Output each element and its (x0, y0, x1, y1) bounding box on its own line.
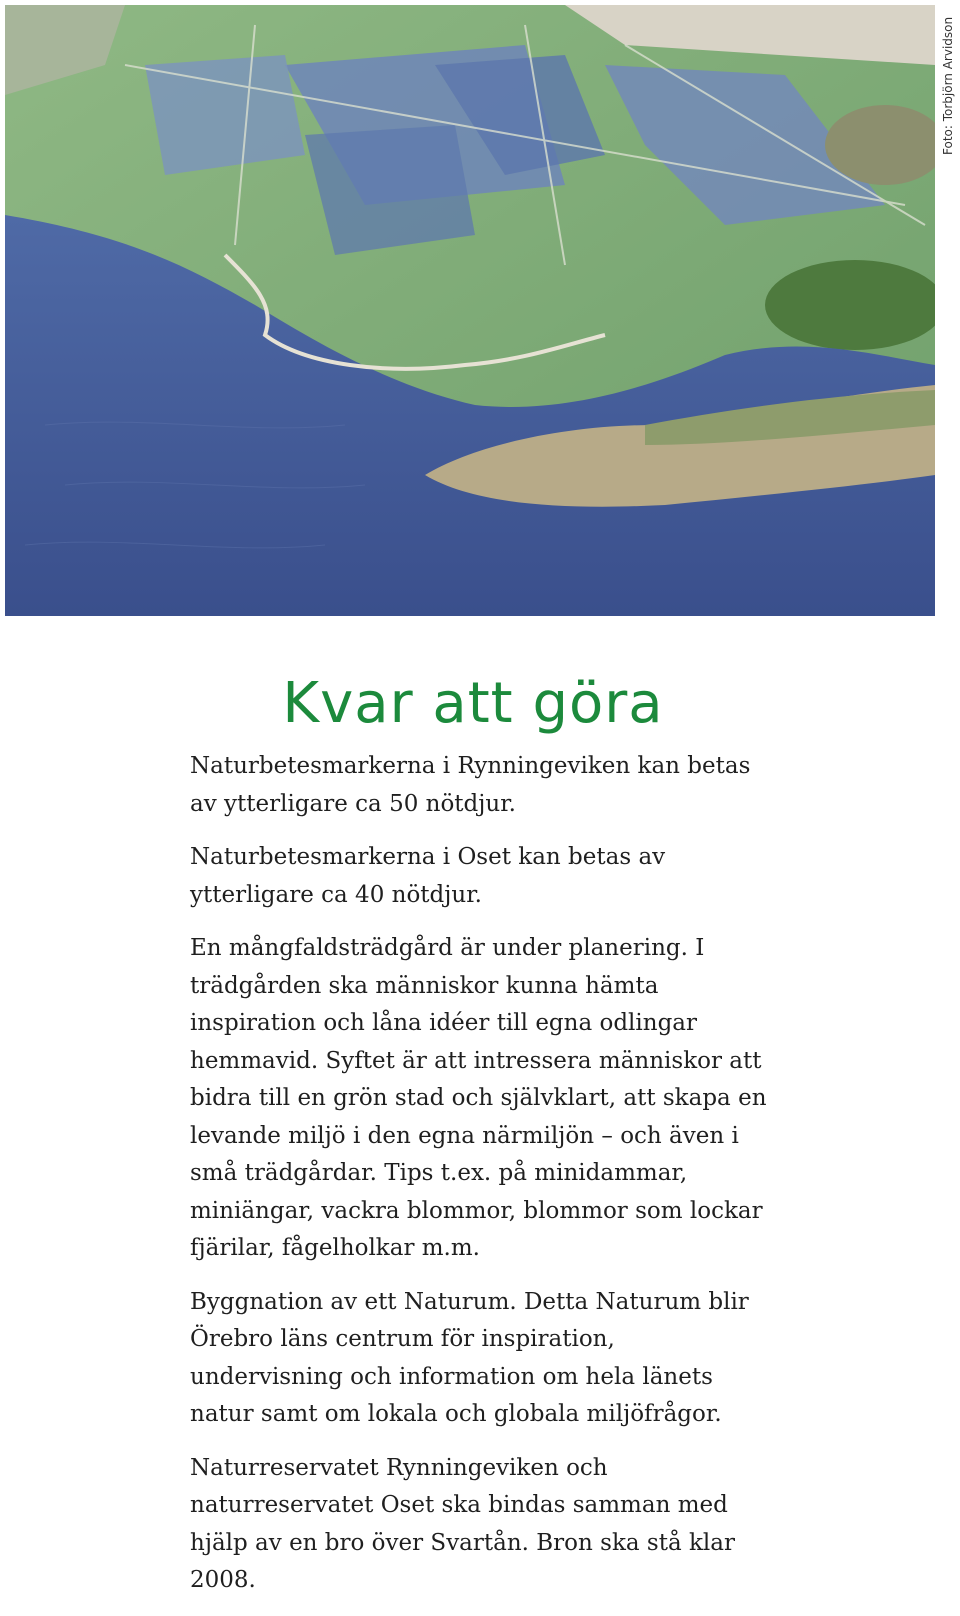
paragraph: Naturbetesmarkerna i Oset kan betas av ytterligare ca 40 nötdjur. (190, 844, 666, 908)
paragraph: Naturbetesmarkerna i Rynningeviken kan betas av ytterligare ca 50 nötdjur. (190, 753, 751, 817)
photo-credit: Foto: Torbjörn Arvidson (941, 16, 955, 155)
article-body (190, 748, 770, 1616)
section-heading: Kvar att göra (282, 671, 664, 736)
paragraph: Naturreservatet Rynningeviken och naturreservatet Oset ska bindas samman med hjälp av en bro över Svartån. Bron ska stå klar 2008. (190, 1454, 735, 1593)
paragraph: En mångfaldsträdgård är under planering. I trädgården ska människor kunna hämta inspiration och låna idéer till egna odlingar hemmavid. Syftet är att intressera människor att bidra till en grön stad och självklart, att skapa en levande miljö i den egna närmiljön – och även i små trädgårdar. Tips t.ex. på minidammar, miniängar, vackra blommor, blommor som lockar fjärilar, fågelholkar m.m. (190, 935, 767, 1261)
aerial-photo-wetland (5, 5, 935, 616)
paragraph: Byggnation av ett Naturum. Detta Naturum blir Örebro läns centrum för inspiration, undervisning och information om hela länets natur samt om lokala och globala miljöfrågor. (190, 1288, 749, 1427)
